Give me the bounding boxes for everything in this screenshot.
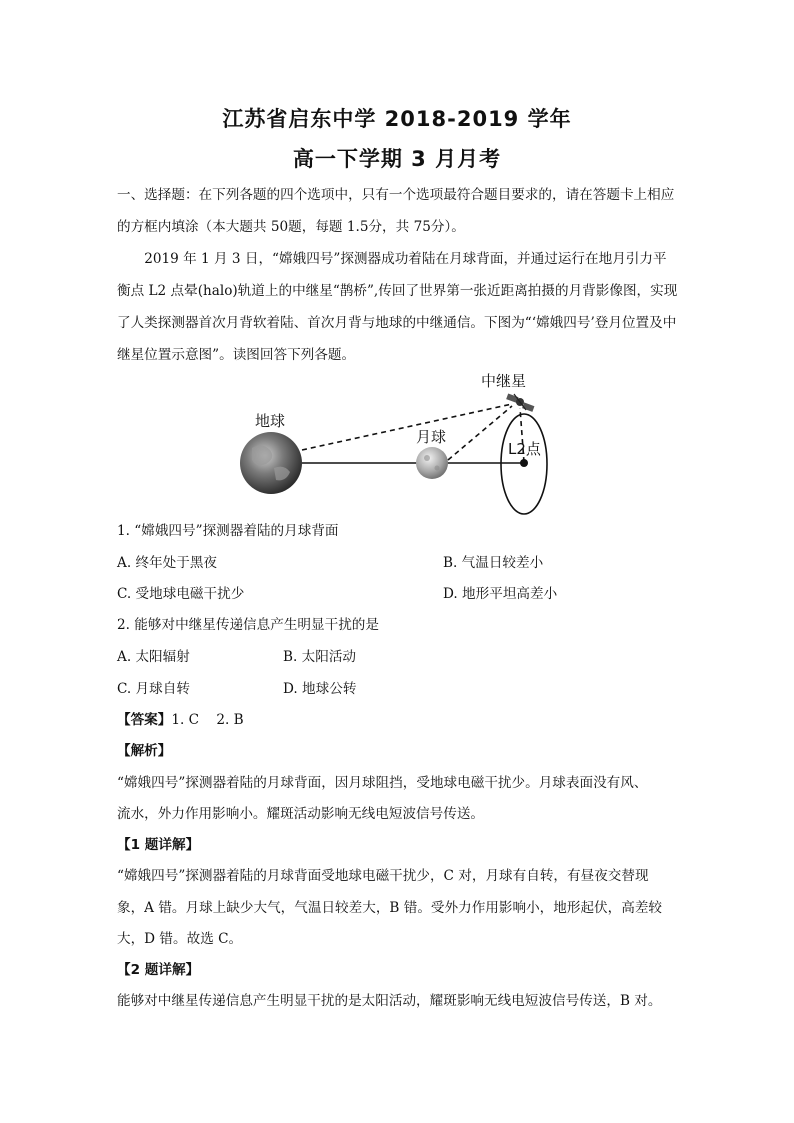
relay-label: 中继星 — [481, 372, 527, 390]
answer-text: 1. C 2. B — [171, 712, 244, 728]
question-2-option-c: C. 月球自转 — [117, 681, 190, 697]
earth-moon-relay-diagram — [230, 362, 560, 522]
moon-label: 月球 — [416, 428, 447, 446]
earth-label: 地球 — [255, 412, 286, 430]
question-1-stem: 1. “嫦娥四号”探测器着陆的月球背面 — [117, 523, 339, 539]
l2-label: L2点 — [508, 440, 541, 458]
l2-point — [520, 459, 528, 467]
question-1-option-c: C. 受地球电磁干扰少 — [117, 586, 245, 602]
question-1-option-d: D. 地形平坦高差小 — [443, 586, 558, 602]
question-2-option-a: A. 太阳辐射 — [117, 649, 190, 665]
page-title-line2: 高一下学期 3 月月考 — [292, 147, 502, 171]
question-2-option-d: D. 地球公转 — [283, 681, 357, 697]
earth-relay-link — [302, 404, 512, 450]
answer-row — [117, 708, 244, 728]
question-context: 2019 年 1 月 3 日，“嫦娥四号”探测器成功着陆在月球背面，并通过运行在地月引力平衡点 L2 点晕(halo)轨道上的中继星“鹊桥”,传回了世界第一张近距离拍摄的月背影像图，实现了人类探测器首次月背软着陆、首次月背与地球的中继通信。下图为“‘嫦娥四号’登月位置及中继星位置示意图”。读图回答下列各题。 — [117, 251, 678, 363]
question-2-stem: 2. 能够对中继星传递信息产生明显干扰的是 — [117, 617, 379, 633]
relay-satellite-icon — [506, 393, 534, 411]
detail-2-line-1: 能够对中继星传递信息产生明显干扰的是太阳活动，耀斑影响无线电短波信号传送，B 对。 — [117, 993, 662, 1009]
analysis-line-1: “嫦娥四号”探测器着陆的月球背面，因月球阻挡，受地球电磁干扰少。月球表面没有风、 — [117, 775, 648, 791]
detail-1-label: 【1 题详解】 — [117, 837, 200, 853]
earth-icon — [240, 432, 302, 494]
analysis-line-2: 流水，外力作用影响小。耀斑活动影响无线电短波信号传送。 — [117, 806, 485, 822]
page-title-line1: 江苏省启东中学 2018-2019 学年 — [222, 107, 572, 131]
analysis-label: 【解析】 — [117, 743, 172, 759]
detail-2-label: 【2 题详解】 — [117, 962, 200, 978]
question-1-option-b: B. 气温日较差小 — [443, 555, 544, 571]
section-instructions: 一、选择题：在下列各题的四个选项中，只有一个选项最符合题目要求的，请在答题卡上相应的方框内填涂（本大题共 50题，每题 1.5分，共 75分）。 — [117, 187, 675, 235]
detail-1-line-3: 大，D 错。故选 C。 — [117, 931, 243, 947]
question-2-option-b: B. 太阳活动 — [283, 649, 357, 665]
detail-1-line-1: “嫦娥四号”探测器着陆的月球背面受地球电磁干扰少，C 对，月球有自转，有昼夜交替现 — [117, 868, 649, 884]
question-1-option-a: A. 终年处于黑夜 — [117, 555, 218, 571]
answer-label: 【答案】 — [117, 712, 172, 728]
detail-1-line-2: 象，A 错。月球上缺少大气，气温日较差大，B 错。受外力作用影响小，地形起伏，高差较 — [117, 900, 663, 916]
moon-icon — [416, 447, 448, 479]
